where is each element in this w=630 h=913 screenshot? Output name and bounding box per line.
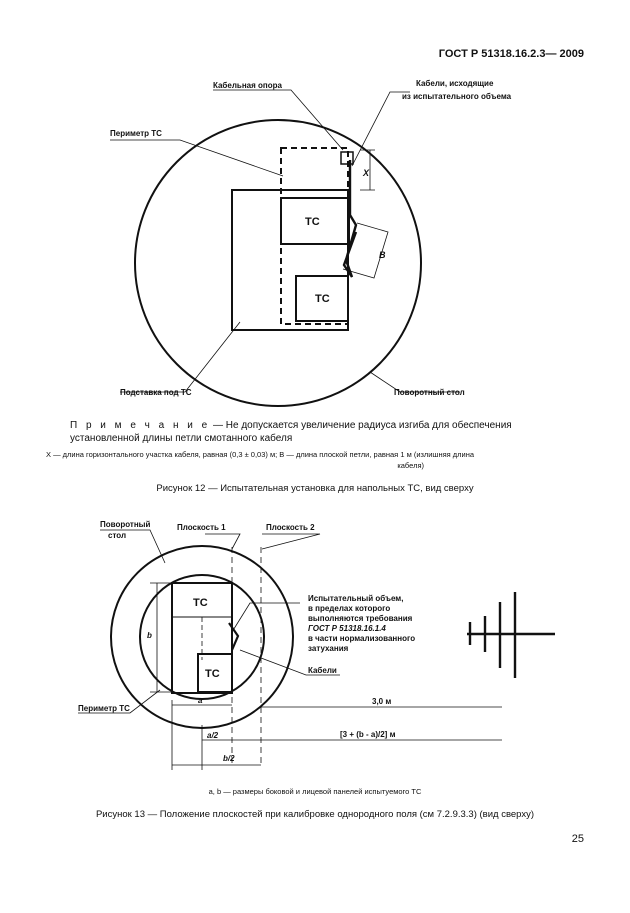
fig12-label-stand: Подставка под ТС bbox=[120, 388, 192, 397]
fig13-label-turntable-1: Поворотный bbox=[100, 520, 151, 529]
fig13-a-mark: a bbox=[198, 696, 203, 705]
fig13-dist1: 3,0 м bbox=[372, 697, 392, 706]
fig12-b-mark: B bbox=[379, 250, 386, 260]
fig13-label-test-vol-4: ГОСТ Р 51318.16.1.4 bbox=[308, 624, 386, 633]
fig12-legend bbox=[46, 449, 584, 471]
fig13-dist2: [3 + (b - a)/2] м bbox=[340, 730, 396, 739]
fig13-tc-upper-label: ТС bbox=[193, 597, 208, 609]
fig12-legend-line1: X — длина горизонтального участка кабеля, равная (0,3 ± 0,03) м; B — длина плоской петли, равная 1 м (излишняя длина bbox=[46, 450, 475, 459]
fig12-note bbox=[70, 419, 580, 445]
fig13-label-test-vol-3: выполняются требования bbox=[308, 614, 413, 623]
page-number: 25 bbox=[571, 833, 584, 845]
fig12-label-cables-out-2: из испытательного объема bbox=[402, 92, 512, 101]
fig12-label-cable-support: Кабельная опора bbox=[213, 81, 282, 90]
fig12-tc-upper-label: ТС bbox=[305, 216, 320, 228]
fig12-caption: Рисунок 12 — Испытательная установка для напольных ТС, вид сверху bbox=[156, 483, 474, 494]
fig12-legend-line2: кабеля) bbox=[397, 461, 424, 470]
fig12-x-mark: X bbox=[363, 168, 370, 178]
fig13-label-perimeter: Периметр ТС bbox=[78, 704, 130, 713]
fig13-label-test-vol-6: затухания bbox=[308, 644, 349, 653]
fig13-legend: a, b — размеры боковой и лицевой панелей испытуемого ТС bbox=[208, 787, 422, 796]
antenna-icon bbox=[467, 592, 555, 678]
fig13-b-half: b/2 bbox=[223, 754, 235, 763]
fig13-label-test-vol-5: в части нормализованного bbox=[308, 634, 416, 643]
fig13-tc-lower-label: ТС bbox=[205, 668, 220, 680]
fig12-label-turntable: Поворотный стол bbox=[394, 388, 465, 397]
fig13-a-half: a/2 bbox=[207, 731, 219, 740]
fig12-label-cables-out-1: Кабели, исходящие bbox=[416, 79, 494, 88]
fig13-caption: Рисунок 13 — Положение плоскостей при калибровке однородного поля (см 7.2.9.3.3) (вид сверху) bbox=[95, 809, 535, 820]
fig13-b-mark: b bbox=[147, 631, 152, 640]
note-prefix: П р и м е ч а н и е bbox=[70, 420, 211, 431]
fig13-label-test-vol-2: в пределах которого bbox=[308, 604, 391, 613]
fig13-label-cables: Кабели bbox=[308, 666, 337, 675]
fig12-turntable-circle bbox=[135, 120, 421, 406]
fig13-label-plane2: Плоскость 2 bbox=[266, 523, 315, 532]
fig13-label-test-vol-1: Испытательный объем, bbox=[308, 594, 404, 603]
fig12-tc-lower-label: ТС bbox=[315, 293, 330, 305]
fig12-label-perimeter: Периметр ТС bbox=[110, 129, 162, 138]
fig13-label-plane1: Плоскость 1 bbox=[177, 523, 226, 532]
note-text: — Не допускается увеличение радиуса изгиба для обеспечения установленной длины петли смотанного кабеля bbox=[70, 420, 512, 444]
fig13-label-turntable-2: стол bbox=[108, 531, 127, 540]
document-header: ГОСТ Р 51318.16.2.3— 2009 bbox=[438, 48, 584, 60]
